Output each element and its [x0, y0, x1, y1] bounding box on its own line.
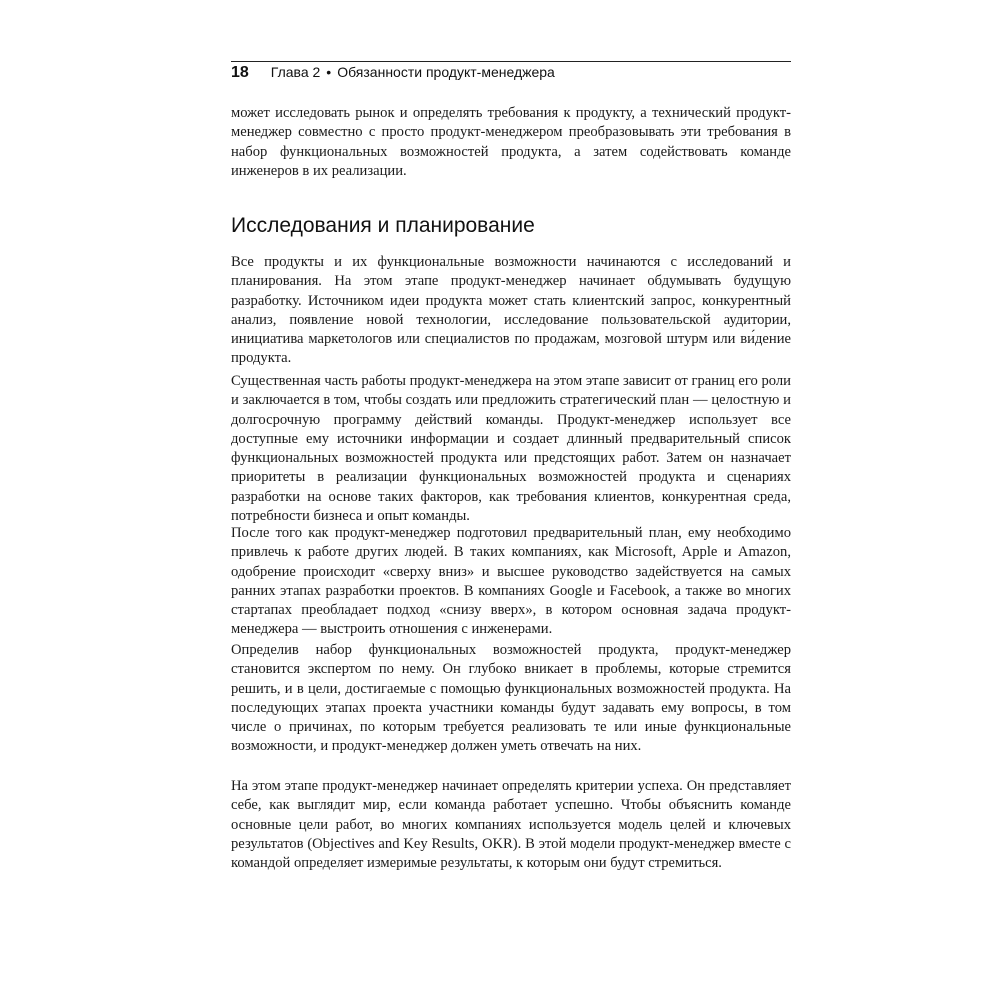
paragraph-4: Определив набор функциональных возможностей продукта, продукт-менеджер становится экспертом по нему. Он глубоко вникает в проблемы, которые стремится решить, и в цели, достигаемые с помощью функциональных возможностей продукта. На последующих этапах проекта участники команды будут задавать ему вопросы, в том числе о причинах, по которым требуется реализовать те или иные функциональные возможности, и продукт-менеджер должен уметь отвечать на них.: [231, 642, 791, 755]
continuation-paragraph: может исследовать рынок и определять требования к продукту, а технический продукт-менеджер совместно с просто продукт-менеджером преобразовывать эти требования в набор функциональных возможностей продукта, а затем содействовать команде инженеров в их реализации.: [231, 105, 791, 179]
chapter-title: Обязанности продукт-менеджера: [337, 64, 555, 80]
paragraph-5: На этом этапе продукт-менеджер начинает определять критерии успеха. Он представляет себе, как выглядит мир, если команда работает успешно. Чтобы объяснить команде основные цели работ, во многих компаниях используется модель целей и ключевых результатов (Objectives and Key Results, OKR). В этой модели продукт-менеджер вместе с командой определяет измеримые результаты, к которым они будут стремиться.: [231, 778, 791, 872]
paragraph-3: После того как продукт-менеджер подготовил предварительный план, ему необходимо привлечь к работе других людей. В таких компаниях, как Microsoft, Apple и Amazon, одобрение происходит «сверху вниз» и высшее руководство задействуется на самых ранних этапах разработки проектов. В компаниях Google и Facebook, а также во многих стартапах преобладает подход «снизу вверх», в котором основная задача продукт-менеджера — выстроить отношения с инженерами.: [231, 525, 791, 638]
paragraph-2: Существенная часть работы продукт-менеджера на этом этапе зависит от границ его роли и заключается в том, чтобы создать или предложить стратегический план — целостную и долгосрочную программу действий команды. Продукт-менеджер использует все доступные ему источники информации и создает длинный предварительный список функциональных возможностей продукта или предстоящих работ. Затем он назначает приоритеты в реализации функциональных возможностей продукта и сценариях разработки на основе таких факторов, как требования клиентов, конкурентная среда, потребности бизнеса и опыт команды.: [231, 373, 791, 525]
page-number: 18: [231, 64, 249, 81]
header-rule: [231, 61, 791, 62]
running-header: [231, 64, 791, 86]
paragraph-1: Все продукты и их функциональные возможности начинаются с исследований и планирования. На этом этапе продукт-менеджер начинает обдумывать будущую разработку. Источником идеи продукта может стать клиентский запрос, конкурентный анализ, появление новой технологии, исследование пользовательской аудитории, инициатива маркетологов или специалистов по продажам, мозговой штурм или ви́дение продукта.: [231, 254, 791, 367]
section-title: Исследования и планирование: [231, 214, 535, 237]
chapter-label: Глава 2: [270, 64, 321, 80]
header-bullet: •: [326, 64, 332, 80]
